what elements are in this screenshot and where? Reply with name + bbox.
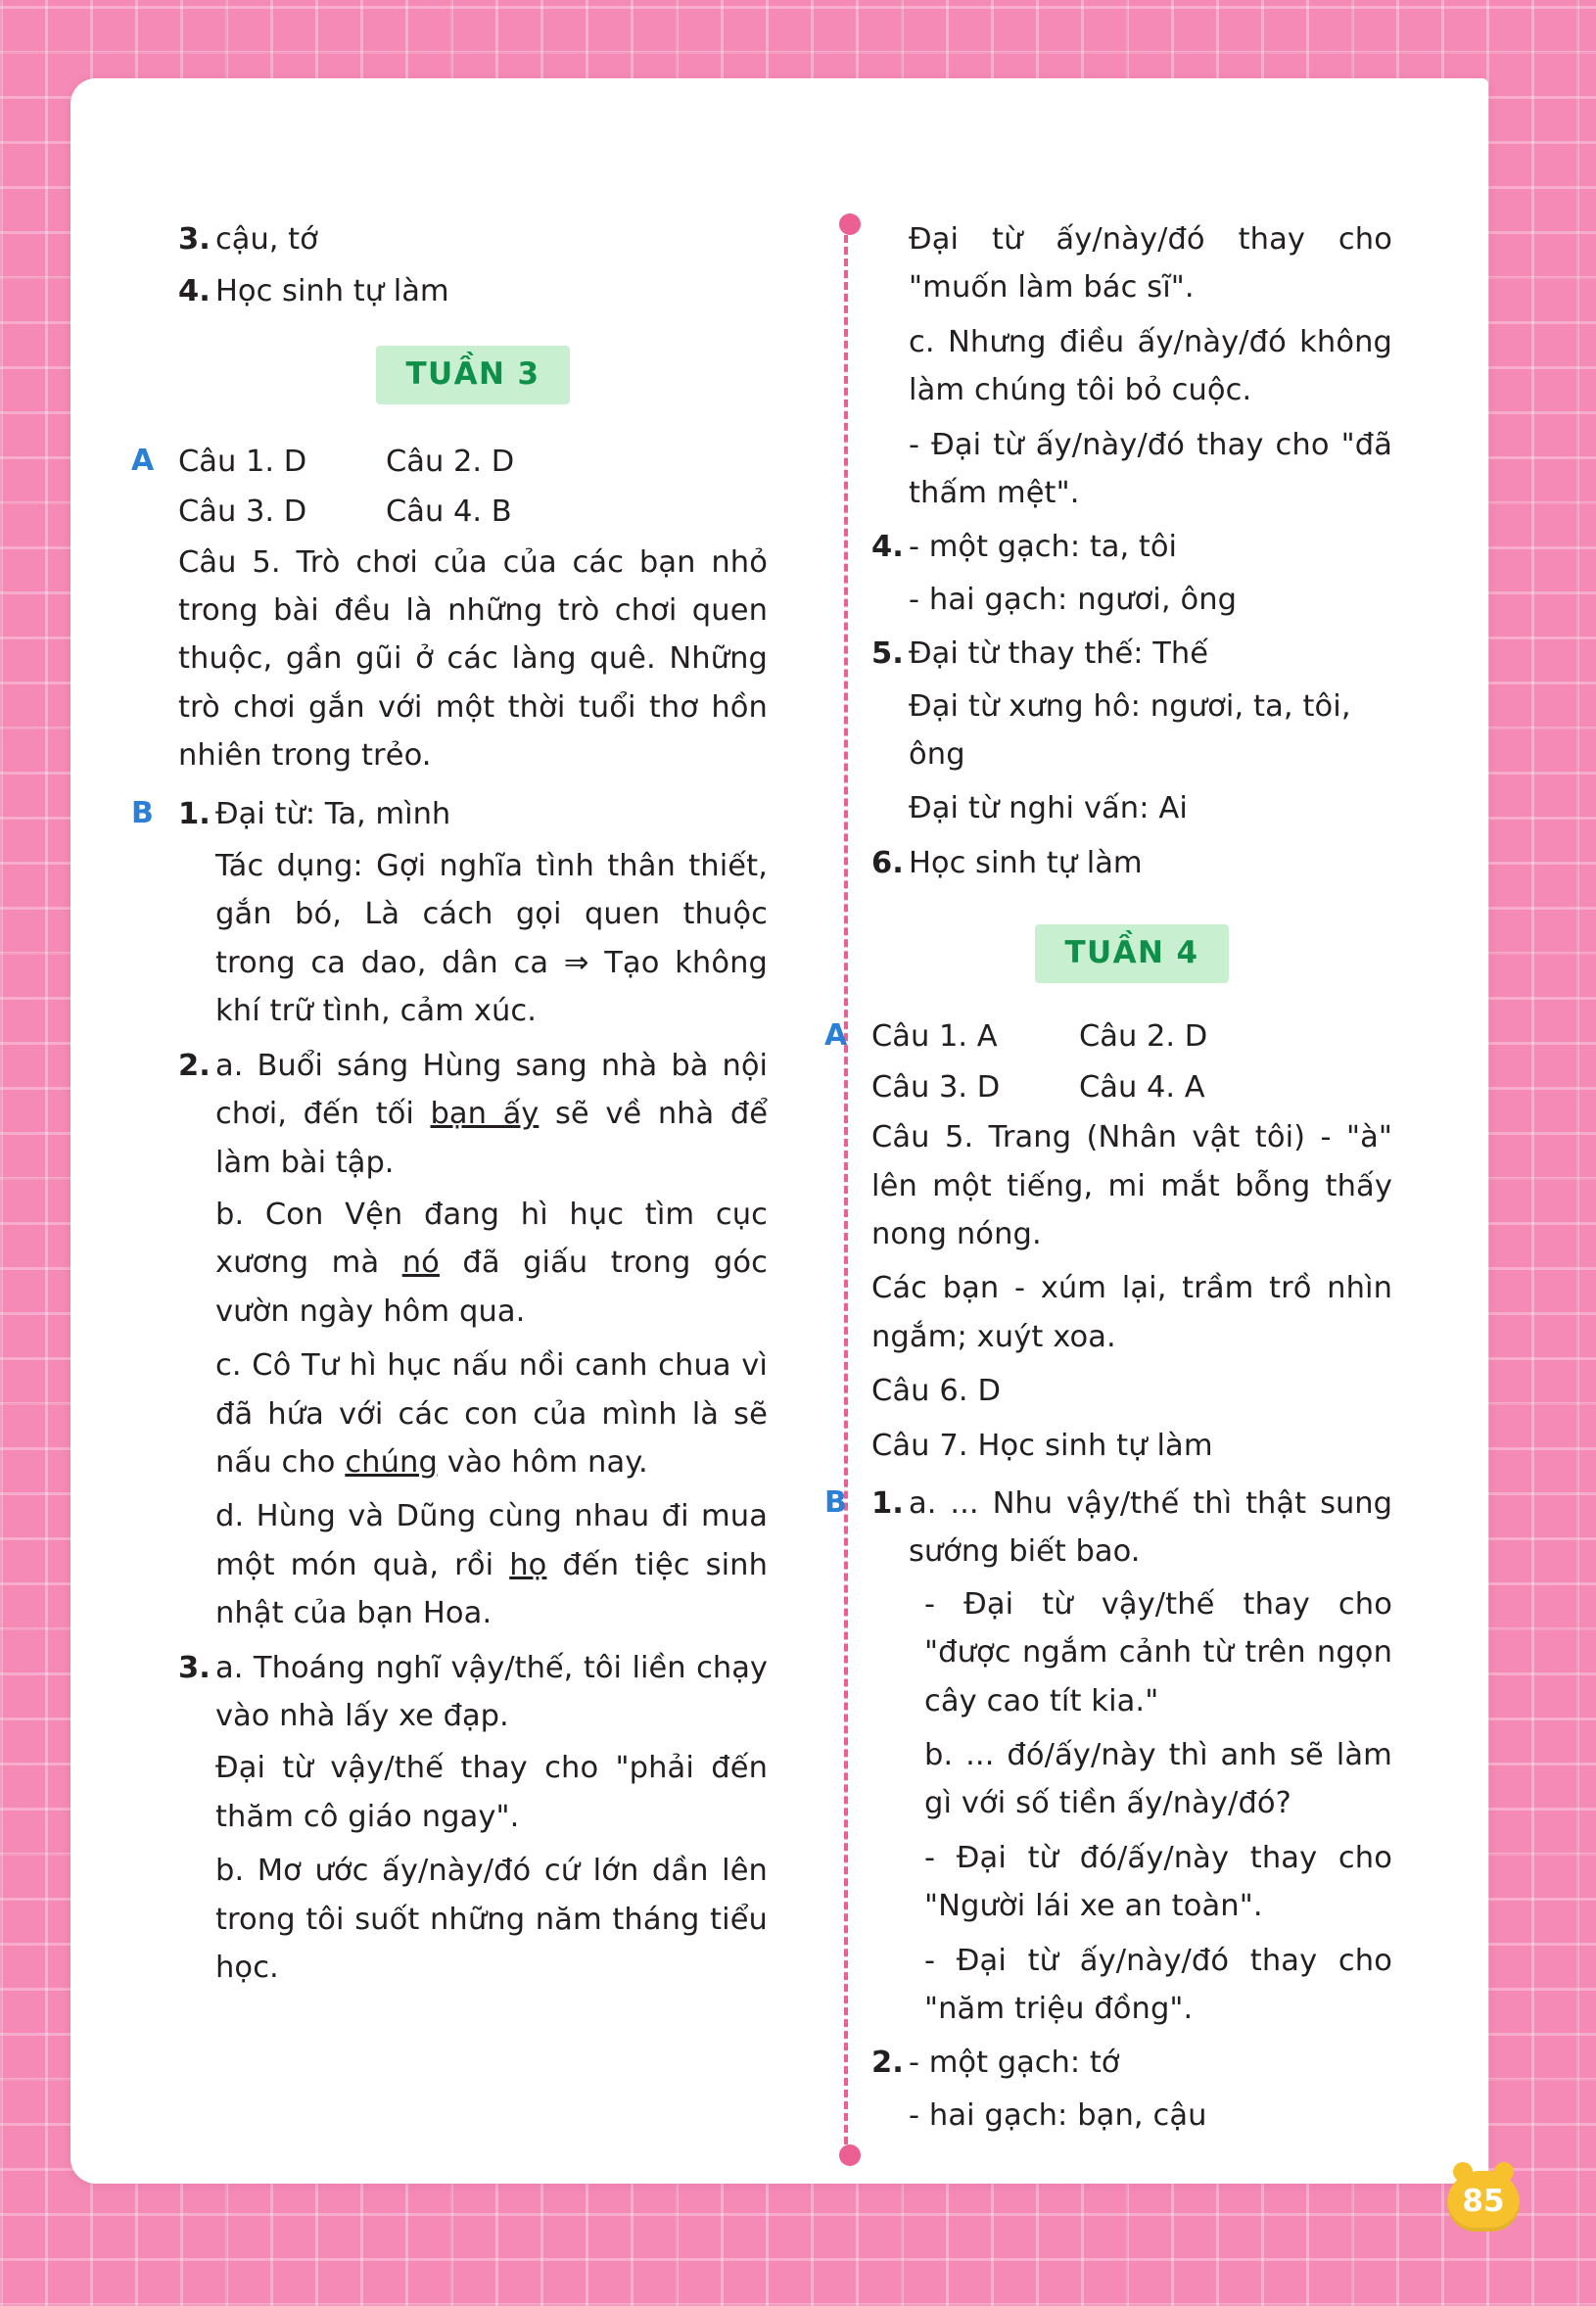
answer-line	[178, 488, 768, 536]
list-item	[178, 215, 768, 263]
item-text-d: d. Hùng và Dũng cùng nhau đi mua một món quà, rồi họ đến tiệc sinh nhật của bạn Hoa.	[215, 1499, 769, 1631]
answer-line	[178, 438, 768, 486]
item-marker: 3.	[178, 222, 211, 257]
list-item	[871, 839, 1392, 887]
item-text: Đại từ: Ta, mình	[215, 796, 451, 831]
item-marker: 3.	[178, 1650, 211, 1685]
section-a-left	[131, 438, 768, 780]
answer-paragraph-cau7: Câu 7. Học sinh tự làm	[871, 1428, 1213, 1463]
item-text-a: a. Buổi sáng Hùng sang nhà bà nội chơi, đến tối bạn ấy sẽ về nhà để làm bài tập.	[215, 1048, 768, 1180]
continued-paragraph: c. Nhưng điều ấy/này/đó không làm chúng tôi bỏ cuộc.	[909, 324, 1392, 408]
item-text: Học sinh tự làm	[909, 845, 1143, 880]
item-text: - một gạch: tớ	[909, 2046, 1120, 2081]
week-badge-container	[871, 924, 1392, 983]
answer-item: Câu 2. D	[1079, 1019, 1208, 1055]
item-note: - Đại từ đó/ấy/này thay cho "Người lái xe an toàn".	[924, 1840, 1392, 1924]
section-a-right	[824, 1012, 1392, 1470]
section-b-right	[824, 1480, 1392, 2140]
section-letter-a: A	[824, 1018, 848, 1054]
section-letter-b: B	[131, 795, 154, 830]
item-text: Đại từ xưng hô: ngươi, ta, tôi, ông	[909, 688, 1351, 773]
left-column	[131, 215, 785, 2233]
page-number-badge: 85	[1447, 2171, 1520, 2232]
item-subtext: Tác dụng: Gợi nghĩa tình thân thiết, gắn bó, Là cách gọi quen thuộc trong ca dao, dân ca ⇒ Tạo không khí trữ tình, cảm xúc.	[215, 849, 768, 1029]
item-text: Đại từ nghi vấn: Ai	[909, 791, 1188, 826]
page-content	[131, 215, 1539, 2233]
item-marker: 6.	[871, 845, 904, 880]
answer-item: Câu 4. B	[386, 494, 512, 530]
item-text: Đại từ thay thế: Thế	[909, 636, 1208, 672]
answer-paragraph-cau5: Câu 5. Trò chơi của của các bạn nhỏ trong bài đều là những trò chơi quen thuộc, gần gũi ở các làng quê. Những trò chơi gắn với một thời tuổi thơ hồn nhiên trong trẻo.	[178, 544, 768, 774]
list-item	[871, 523, 1392, 571]
right-column	[785, 215, 1392, 2233]
week-badge-tuan-4: TUẦN 4	[1035, 924, 1228, 983]
answer-paragraph-cau5b: Các bạn - xúm lại, trầm trồ nhìn ngắm; xuýt xoa.	[871, 1271, 1392, 1354]
week-badge-container	[178, 346, 768, 404]
item-marker: 2.	[178, 1048, 211, 1083]
underlined-word: nó	[401, 1246, 440, 1281]
list-item	[178, 790, 768, 838]
item-marker: 1.	[871, 1485, 904, 1521]
underlined-word: chúng	[345, 1444, 438, 1480]
answer-line	[871, 1012, 1392, 1060]
item-marker: 1.	[178, 796, 211, 831]
list-item	[178, 1644, 768, 1741]
item-text-b: b. ... đó/ấy/này thì anh sẽ làm gì với số tiền ấy/này/đó?	[924, 1737, 1392, 1821]
item-text-b: b. Mơ ước ấy/này/đó cứ lớn dần lên trong tôi suốt những năm tháng tiểu học.	[215, 1854, 768, 1985]
answer-line	[871, 1063, 1392, 1111]
item-note: - Đại từ vậy/thế thay cho "được ngắm cảnh từ trên ngọn cây cao tít kia."	[924, 1586, 1392, 1718]
underlined-word: bạn ấy	[430, 1097, 540, 1132]
answer-item: Câu 1. A	[871, 1019, 998, 1055]
workbook-page-sheet	[70, 78, 1488, 2184]
item-text: - một gạch: ta, tôi	[909, 530, 1177, 565]
item-text-a: a. Thoáng nghĩ vậy/thế, tôi liền chạy vào nhà lấy xe đạp.	[215, 1650, 768, 1733]
item-text-b: b. Con Vện đang hì hục tìm cục xương mà nó đã giấu trong góc vườn ngày hôm qua.	[215, 1197, 768, 1329]
item-marker: 5.	[871, 636, 904, 672]
list-item	[178, 267, 768, 315]
answer-paragraph-cau6: Câu 6. D	[871, 1374, 1002, 1409]
item-marker: 4.	[871, 530, 904, 565]
answer-item: Câu 3. D	[871, 1069, 1001, 1105]
answer-item: Câu 4. A	[1079, 1069, 1205, 1105]
answer-paragraph-cau5: Câu 5. Trang (Nhân vật tôi) - "à" lên một tiếng, mi mắt bỗng thấy nong nóng.	[871, 1120, 1392, 1251]
item-text: Học sinh tự làm	[215, 274, 449, 309]
list-item	[871, 2039, 1392, 2087]
list-item	[871, 1480, 1392, 1577]
answer-item: Câu 3. D	[178, 494, 307, 530]
item-marker: 2.	[871, 2046, 904, 2081]
answer-item: Câu 1. D	[178, 444, 307, 479]
item-note: Đại từ vậy/thế thay cho "phải đến thăm cô giáo ngay".	[215, 1751, 768, 1834]
week-badge-tuan-3: TUẦN 3	[376, 346, 569, 404]
item-text-c: c. Cô Tư hì hục nấu nồi canh chua vì đã hứa với các con của mình là sẽ nấu cho chúng vào hôm nay.	[215, 1348, 768, 1480]
section-letter-b: B	[824, 1484, 847, 1520]
answer-item: Câu 2. D	[386, 444, 515, 479]
list-item	[871, 630, 1392, 678]
item-note: - Đại từ ấy/này/đó thay cho "năm triệu đồng".	[924, 1943, 1392, 2026]
item-text: cậu, tớ	[215, 222, 318, 257]
continued-paragraph: Đại từ ấy/này/đó thay cho "muốn làm bác sĩ".	[909, 222, 1392, 306]
item-marker: 4.	[178, 274, 211, 309]
continued-paragraph: - Đại từ ấy/này/đó thay cho "đã thấm mệt".	[909, 427, 1392, 511]
item-text: - hai gạch: bạn, cậu	[909, 2097, 1207, 2133]
list-item	[178, 1042, 768, 1187]
section-letter-a: A	[131, 443, 155, 478]
item-text-a: a. ... Nhu vậy/thế thì thật sung sướng biết bao.	[909, 1485, 1392, 1570]
underlined-word: họ	[509, 1547, 547, 1582]
item-text: - hai gạch: ngươi, ông	[909, 582, 1238, 617]
section-b-left	[131, 790, 769, 1993]
